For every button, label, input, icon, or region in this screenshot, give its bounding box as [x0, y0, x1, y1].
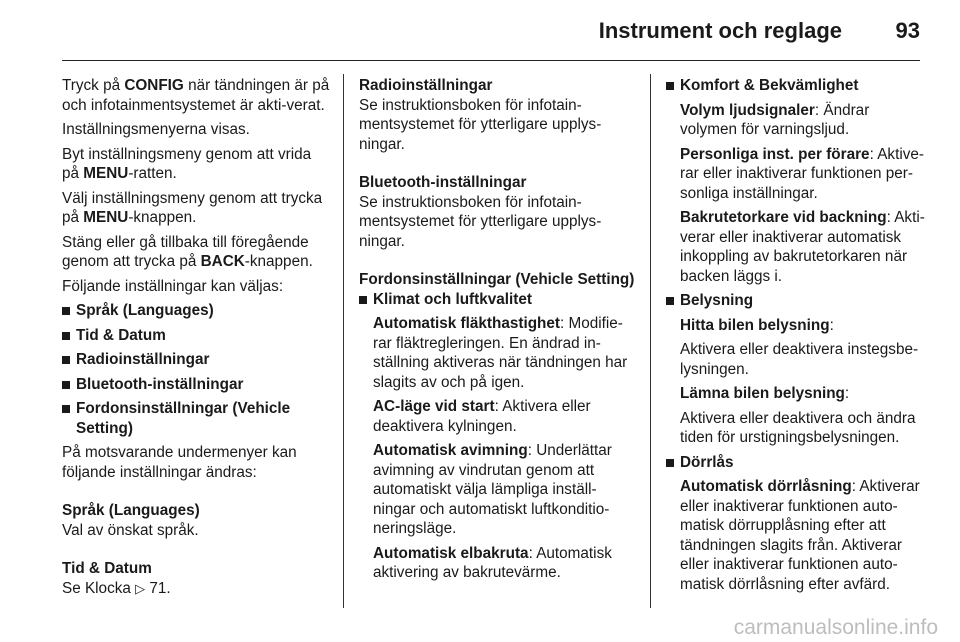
paragraph: På motsvarande undermenyer kan följande inställningar ändras:	[62, 444, 297, 481]
list-item: Språk (Languages)	[62, 301, 332, 321]
paragraph: Tryck på CONFIG när tändningen är på och infotainmentsystemet är akti-verat.	[62, 77, 330, 114]
paragraph: Inställningsmenyerna visas.	[62, 121, 250, 138]
page-title: Instrument och reglage	[598, 18, 842, 43]
setting-item: Personliga inst. per förare: Aktive-rar eller inaktiverar funktionen per-sonliga inställningar.	[680, 145, 924, 202]
paragraph: Val av önskat språk.	[62, 521, 199, 539]
paragraph: Stäng eller gå tillbaka till föregående genom att trycka på BACK-knappen.	[62, 233, 313, 270]
section-heading: Fordonsinställningar (Vehicle Setting)	[359, 271, 635, 288]
setting-list	[666, 101, 926, 287]
page-header	[0, 0, 960, 62]
list-item: Dörrlås	[666, 453, 926, 473]
section-heading: Radioinställningar	[359, 77, 493, 94]
setting-item: Automatisk fläkthastighet: Modifie-rar fläktregleringen. En ändrad in-ställning aktiveras när tändningen har slagits av och på igen.	[373, 315, 628, 391]
list-item: Tid & Datum	[62, 326, 332, 346]
setting-term: Lämna bilen belysning:	[680, 385, 850, 402]
setting-list	[666, 316, 926, 448]
paragraph: Se instruktionsboken för infotain-mentsystemet för ytterligare upplys-ningar.	[359, 193, 602, 250]
column-divider-2	[650, 74, 651, 608]
page-number: 93	[895, 18, 920, 43]
setting-item: Automatisk dörrlåsning: Aktiverar eller inaktiverar funktionen auto-matisk dörrupplåsning efter att tändningen slagits från. Aktiverar eller inaktiverar funktionen auto-matisk dörrlåsning efter avfärd.	[680, 478, 920, 593]
list-item: Fordonsinställningar (Vehicle Setting)	[62, 399, 332, 438]
column-divider-1	[343, 74, 344, 608]
header-rule	[62, 60, 920, 61]
section-heading: Bluetooth-inställningar	[359, 174, 527, 191]
column-2	[359, 76, 635, 588]
watermark: carmanualsonline.info	[733, 616, 938, 639]
section-heading: Tid & Datum	[62, 560, 152, 577]
setting-list	[359, 314, 635, 583]
setting-desc: Aktivera eller deaktivera instegsbe-lysningen.	[680, 341, 919, 378]
setting-desc: Aktivera eller deaktivera och ändra tiden för urstigningsbelysningen.	[680, 409, 916, 446]
list-item: Belysning	[666, 291, 926, 311]
list-item: Klimat och luftkvalitet	[359, 290, 635, 310]
paragraph: Byt inställningsmeny genom att vrida på MENU-ratten.	[62, 145, 312, 182]
column-3	[666, 76, 926, 599]
setting-item: Automatisk avimning: Underlättar avimning av vindrutan genom att automatiskt välja lämpliga inställ-ningar och automatiskt luftkonditio-neringsläge.	[373, 442, 612, 537]
section-heading: Språk (Languages)	[62, 502, 200, 519]
list-item: Bluetooth-inställningar	[62, 375, 332, 395]
paragraph: Välj inställningsmeny genom att trycka på MENU-knappen.	[62, 189, 323, 226]
setting-item: Bakrutetorkare vid backning: Akti-verar eller inaktiverar automatisk inkoppling av bakrutetorkaren när backen läggs i.	[680, 209, 925, 285]
cross-reference: Se Klocka ▷ 71.	[62, 579, 171, 597]
setting-term: Hitta bilen belysning:	[680, 316, 834, 334]
paragraph: Följande inställningar kan väljas:	[62, 277, 284, 295]
column-1	[62, 76, 332, 603]
setting-list	[666, 477, 926, 594]
paragraph: Se instruktionsboken för infotain-mentsystemet för ytterligare upplys-ningar.	[359, 96, 602, 153]
reference-arrow-icon: ▷	[135, 580, 146, 596]
list-item: Radioinställningar	[62, 350, 332, 370]
setting-item: AC-läge vid start: Aktivera eller deaktivera kylningen.	[373, 398, 591, 435]
setting-item: Volym ljudsignaler: Ändrar volymen för varningsljud.	[680, 101, 870, 138]
setting-item: Automatisk elbakruta: Automatisk aktivering av bakrutevärme.	[373, 544, 612, 581]
list-item: Komfort & Bekvämlighet	[666, 76, 926, 96]
